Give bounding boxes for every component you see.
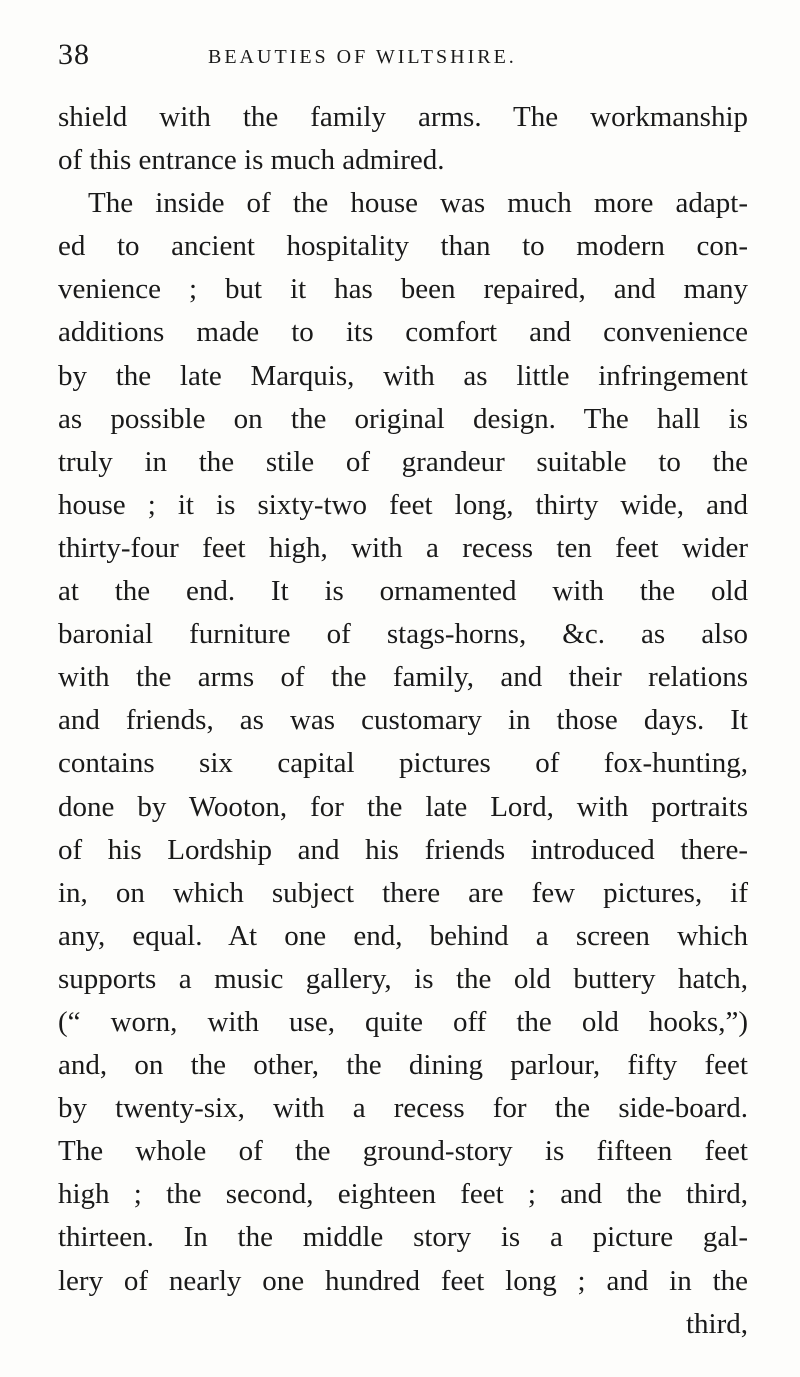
text-line: additions made to its comfort and convenience <box>58 316 748 349</box>
text-line: and, on the other, the dining parlour, fifty feet <box>58 1049 748 1082</box>
text-line: baronial furniture of stags-horns, &c. as also <box>58 618 748 651</box>
text-line: by twenty-six, with a recess for the side-board. <box>58 1092 748 1125</box>
text-line: venience ; but it has been repaired, and many <box>58 273 748 306</box>
text-line: thirty-four feet high, with a recess ten feet wider <box>58 531 748 564</box>
text-line: of his Lordship and his friends introduced there- <box>58 833 748 866</box>
text-line: contains six capital pictures of fox-hunting, <box>58 747 748 780</box>
page-number: 38 <box>58 38 90 71</box>
text-line: truly in the stile of grandeur suitable to the <box>58 445 748 478</box>
text-line: at the end. It is ornamented with the old <box>58 575 748 608</box>
text-line: high ; the second, eighteen feet ; and the third, <box>58 1178 748 1211</box>
text-line: of this entrance is much admired. <box>58 144 445 177</box>
text-line: (“ worn, with use, quite off the old hooks,”) <box>58 1005 748 1038</box>
text-line: house ; it is sixty-two feet long, thirty wide, and <box>58 488 748 521</box>
running-head <box>58 38 748 78</box>
text-line: The whole of the ground-story is fifteen feet <box>58 1135 748 1168</box>
text-line: and friends, as was customary in those days. It <box>58 704 748 737</box>
text-line: thirteen. In the middle story is a picture gal- <box>58 1221 748 1254</box>
catchword: third, <box>685 1307 748 1340</box>
text-line: by the late Marquis, with as little infringement <box>58 359 748 392</box>
text-line: any, equal. At one end, behind a screen which <box>58 919 748 952</box>
text-line: The inside of the house was much more adapt- <box>88 187 748 220</box>
running-title: BEAUTIES OF WILTSHIRE. <box>208 46 517 68</box>
body-text <box>58 96 748 1346</box>
text-line: in, on which subject there are few pictures, if <box>58 876 748 909</box>
text-line: shield with the family arms. The workmanship <box>58 101 748 133</box>
text-line: lery of nearly one hundred feet long ; and in the <box>58 1264 748 1297</box>
text-line: as possible on the original design. The hall is <box>58 402 748 435</box>
text-line: ed to ancient hospitality than to modern con- <box>58 230 748 263</box>
text-line: supports a music gallery, is the old buttery hatch, <box>58 962 748 995</box>
text-line: with the arms of the family, and their relations <box>58 661 748 694</box>
text-line: done by Wooton, for the late Lord, with portraits <box>58 790 748 823</box>
